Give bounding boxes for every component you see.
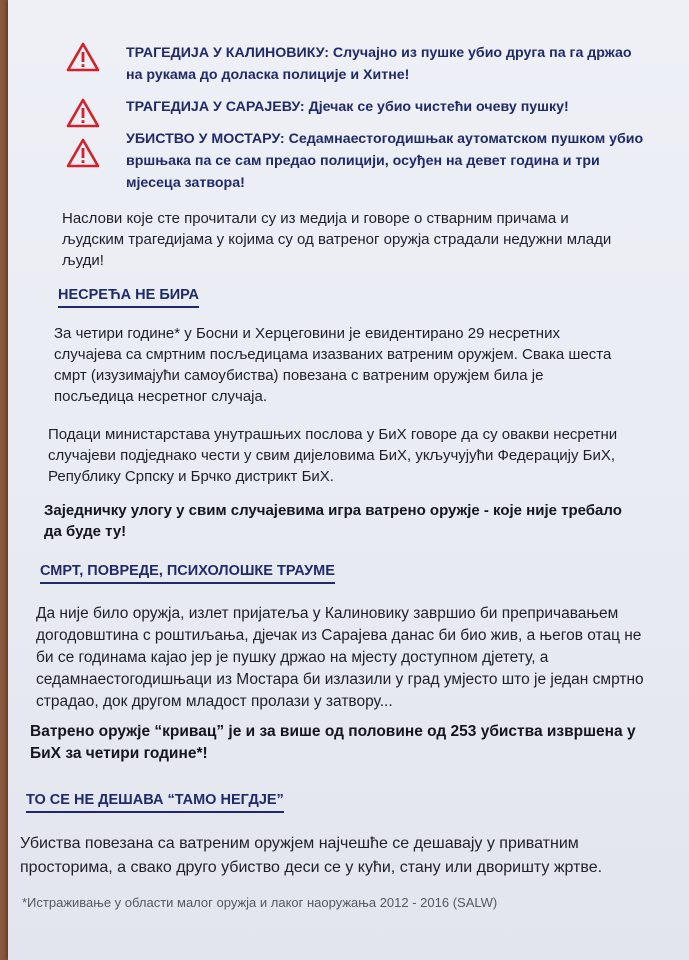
alert-kalinovik: [66, 42, 646, 86]
section1-paragraph-1: За четири године* у Босни и Херцеговини је евидентирано 29 несретних случајева са смртним посљедицама изазваних ватреним оружјем. Свака шеста смрт (изузимајући самоубиства) повезана с ватреним оружјем била је посљедица несретног случаја.: [54, 325, 612, 405]
section1-paragraph-2: Подаци министарстава унутрашњих послова у БиХ говоре да су овакви несретни случајеви подједнако чести у свим дијеловима БиХ, укључујући Федерацију БиХ, Републику Српску и Брчко дистрикт БиХ.: [48, 426, 618, 485]
warning-icon: [66, 138, 100, 168]
alert-title: УБИСТВО У МОСТАРУ:: [126, 131, 285, 147]
alert-body: Дјечак се убио чистећи очеву пушку!: [304, 99, 569, 115]
alert-body: Случајно из пушке убио друга па га држао на рукама до доласка полиције и Хитне!: [126, 45, 632, 83]
section1-paragraph-3: Заједничку улогу у свим случајевима игра ватрено оружје - које није требало да буде ту!: [44, 502, 622, 540]
warning-icon: [66, 98, 100, 128]
alert-text: [126, 96, 646, 118]
alert-mostar: [66, 128, 646, 194]
intro-paragraph: Наслови које сте прочитали су из медија и говоре о стварним причама и људским трагедијама у којима су од ватреног оружја страдали недужни млади људи!: [62, 210, 612, 269]
section2-paragraph-1: Да није било оружја, излет пријатеља у Калиновику завршио би препричавањем догодовштина с роштиљања, дјечак из Сарајева данас би био жив, а његов отац не би се годинама кајао јер је пушку држао на мјесту доступном дјетету, а седамнаестогодишњаци из Мостара би излазили у град умјесто што је један смртно страдао, док другом младост пролази у затвору...: [36, 605, 644, 710]
section2-paragraph-2: Ватрено оружје “кривац” је и за више од половине од 253 убиства извршена у БиХ за четири године*!: [30, 723, 636, 762]
section3-paragraph-1: Убиства повезана са ватреним оружјем најчешће се дешавају у приватним просторима, а свако друго убиство деси се у кући, стану или дворишту жртве.: [20, 835, 603, 876]
alert-sarajevo: [66, 96, 646, 128]
section-heading-death-injuries: СМРТ, ПОВРЕДЕ, ПСИХОЛОШКЕ ТРАУМЕ: [40, 563, 335, 584]
section-heading-not-elsewhere: ТО СЕ НЕ ДЕШАВА “ТАМО НЕГДЈЕ”: [26, 792, 284, 813]
alert-body: Седамнаестогодишњак аутоматском пушком убио вршњака па се сам предао полицији, осуђен на девет година и три мјесеца затвора!: [126, 131, 644, 191]
alert-text: [126, 42, 646, 86]
section-heading-no-choice: НЕСРЕЋА НЕ БИРА: [58, 287, 199, 308]
alert-text: [126, 128, 646, 194]
footnote: *Истраживање у области малог оружја и лаког наоружања 2012 - 2016 (SALW): [22, 895, 498, 910]
warning-icon: [66, 42, 100, 72]
flyer-page: [8, 0, 689, 960]
alert-title: ТРАГЕДИЈА У КАЛИНОВИКУ:: [126, 45, 329, 61]
alert-title: ТРАГЕДИЈА У САРАЈЕВУ:: [126, 99, 305, 115]
